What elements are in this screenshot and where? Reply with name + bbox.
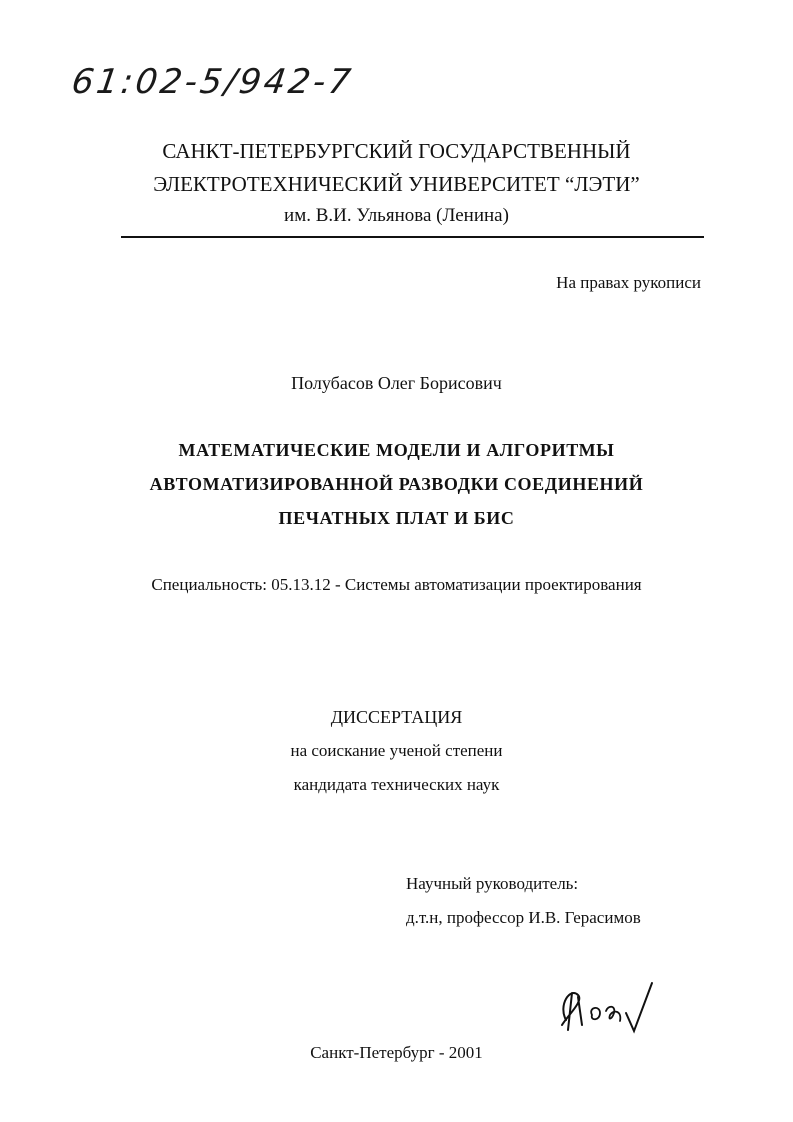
signature-scribble — [548, 975, 668, 1045]
university-name-line1: САНКТ-ПЕТЕРБУРГСКИЙ ГОСУДАРСТВЕННЫЙ — [162, 139, 631, 163]
dissertation-type: ДИССЕРТАЦИЯ — [330, 707, 463, 727]
author-name: Полубасов Олег Борисович — [291, 373, 502, 393]
title-line2: АВТОМАТИЗИРОВАННОЙ РАЗВОДКИ СОЕДИНЕНИЙ — [149, 474, 644, 494]
university-name-line2: ЭЛЕКТРОТЕХНИЧЕСКИЙ УНИВЕРСИТЕТ “ЛЭТИ” — [153, 172, 640, 196]
manuscript-rights-note: На правах рукописи — [556, 273, 701, 292]
dissertation-purpose: на соискание ученой степени — [290, 741, 503, 760]
header-divider — [121, 236, 704, 238]
university-name-line3: им. В.И. Ульянова (Ленина) — [284, 205, 509, 226]
archive-code-handwritten: 61:02-5/942-7 — [69, 62, 356, 102]
supervisor-name: д.т.н, профессор И.В. Герасимов — [406, 908, 641, 927]
title-line1: МАТЕМАТИЧЕСКИЕ МОДЕЛИ И АЛГОРИТМЫ — [178, 440, 615, 460]
specialty-line: Специальность: 05.13.12 - Системы автоматизации проектирования — [151, 575, 642, 594]
dissertation-degree: кандидата технических наук — [293, 775, 500, 794]
city-year: Санкт-Петербург - 2001 — [310, 1043, 483, 1062]
supervisor-label: Научный руководитель: — [406, 874, 579, 893]
title-line3: ПЕЧАТНЫХ ПЛАТ И БИС — [278, 508, 515, 528]
